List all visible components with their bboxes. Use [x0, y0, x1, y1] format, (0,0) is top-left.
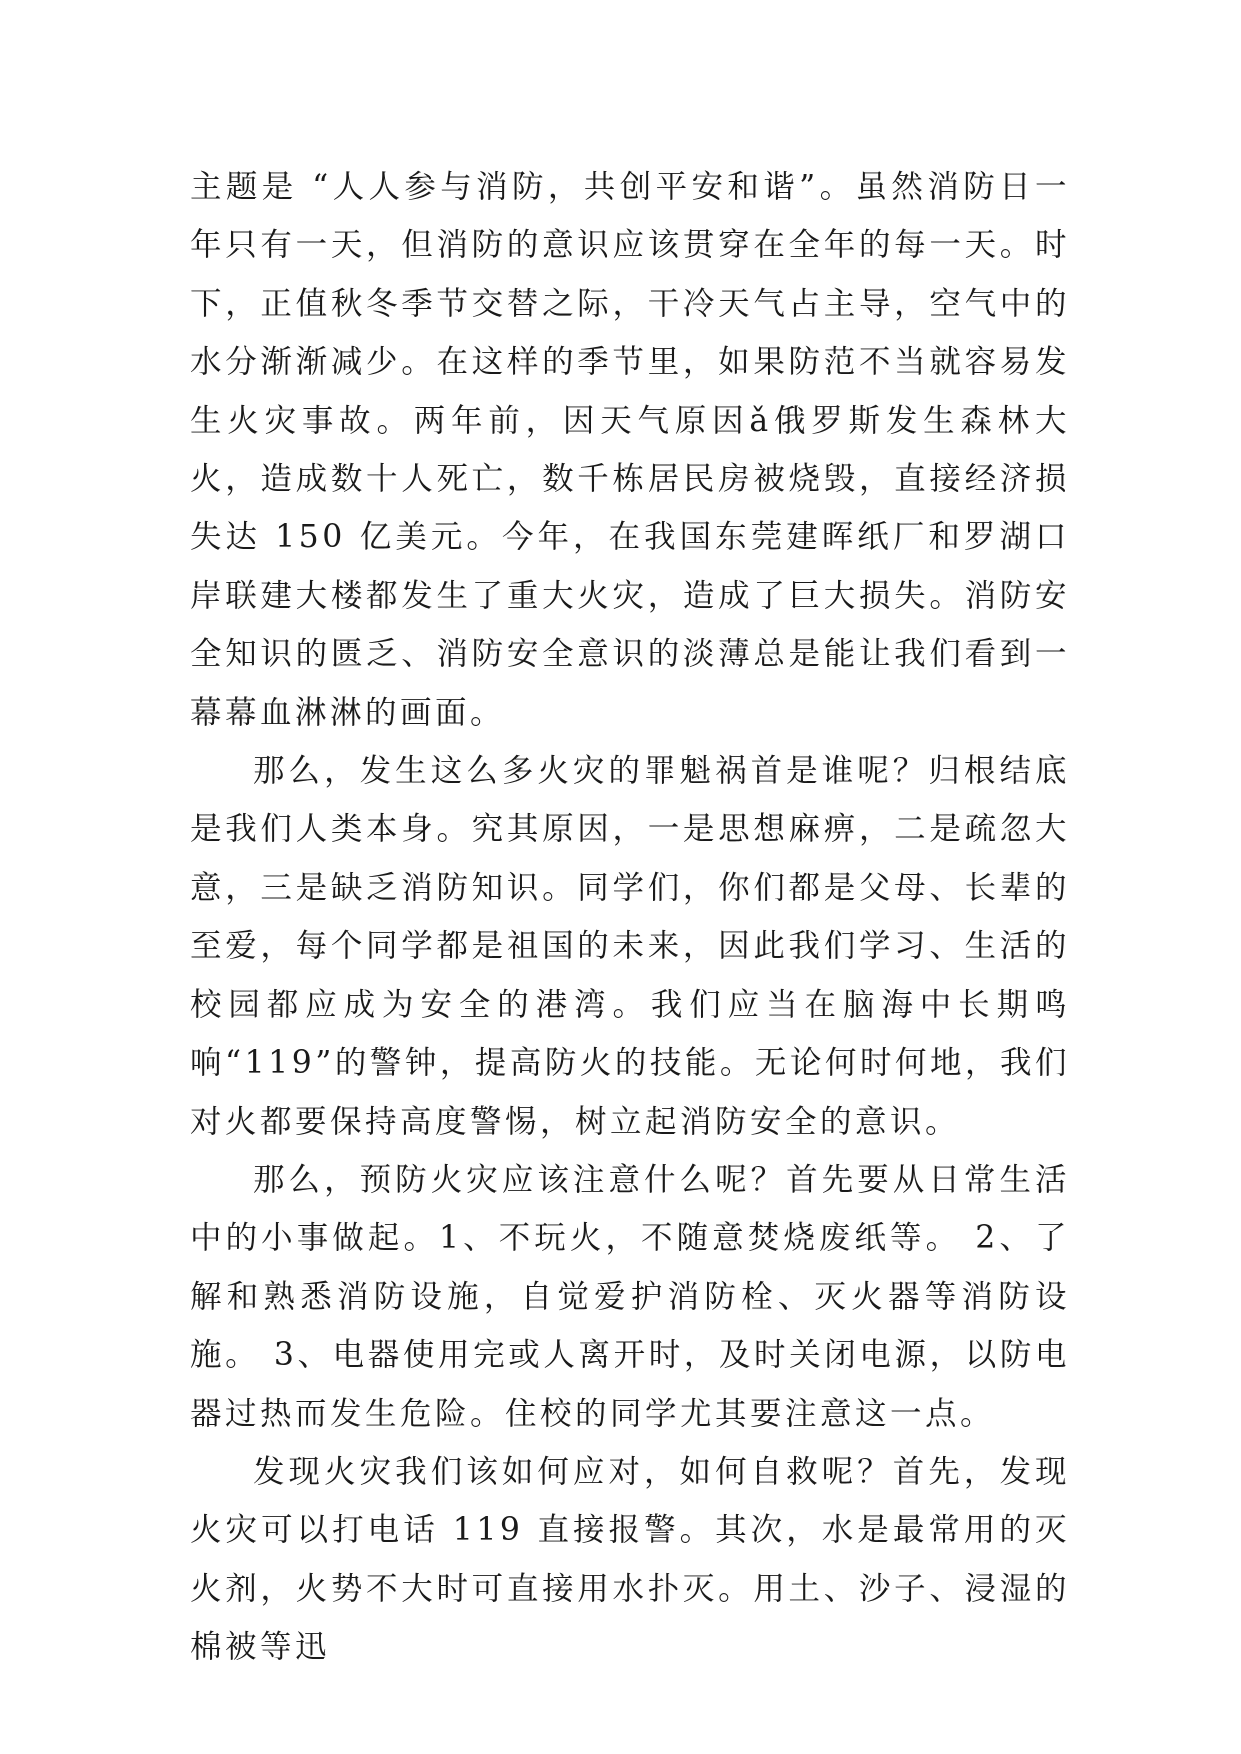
paragraph-causes: 那么，发生这么多火灾的罪魁祸首是谁呢？归根结底是我们人类本身。究其原因，一是思想麻痹，二是疏忽大意，三是缺乏消防知识。同学们，你们都是父母、长辈的至爱，每个同学都是祖国的未来，因此我们学习、生活的校园都应成为安全的港湾。我们应当在脑海中长期鸣响“119”的警钟，提高防火的技能。无论何时何地，我们对火都要保持高度警惕，树立起消防安全的意识。	[190, 753, 1070, 1140]
paragraph-theme: 主题是 “人人参与消防，共创平安和谐”。虽然消防日一年只有一天，但消防的意识应该贯穿在全年的每一天。时下，正值秋冬季节交替之际，干冷天气占主导，空气中的水分渐渐减少。在这样的季节里，如果防范不当就容易发生火灾事故。两年前，因天气原因ǎ俄罗斯发生森林大火，造成数十人死亡，数千栋居民房被烧毁，直接经济损失达 150 亿美元。今年，在我国东莞建晖纸厂和罗湖口岸联建大楼都发生了重大火灾，造成了巨大损失。消防安全知识的匮乏、消防安全意识的淡薄总是能让我们看到一幕幕血淋淋的画面。	[190, 169, 1070, 731]
paragraph-response: 发现火灾我们该如何应对，如何自救呢？首先，发现火灾可以打电话 119 直接报警。其次，水是最常用的灭火剂，火势不大时可直接用水扑灭。用土、沙子、浸湿的棉被等迅	[190, 1453, 1070, 1666]
document-body	[190, 158, 1070, 1677]
paragraph-prevention: 那么，预防火灾应该注意什么呢？首先要从日常生活中的小事做起。1、不玩火，不随意焚烧废纸等。 2、了解和熟悉消防设施，自觉爱护消防栓、灭火器等消防设施。 3、电器使用完或人离开时，及时关闭电源，以防电器过热而发生危险。住校的同学尤其要注意这一点。	[190, 1161, 1070, 1432]
